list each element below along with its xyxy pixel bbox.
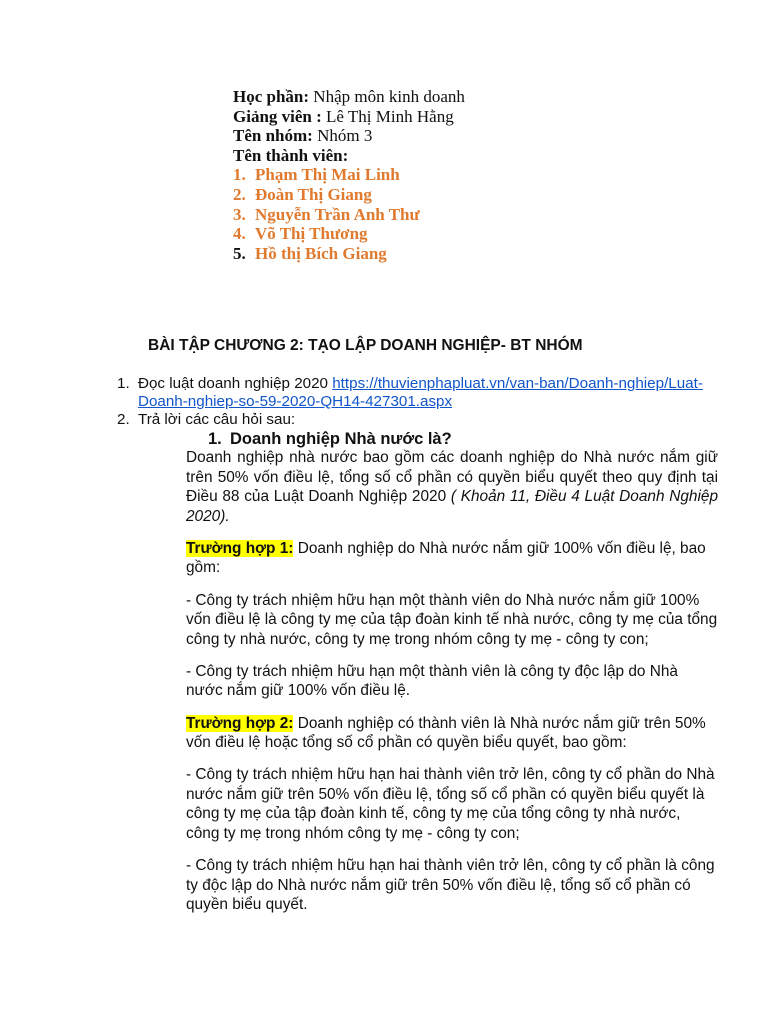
case2-label: Trường hợp 2:	[186, 714, 294, 732]
member-item	[233, 185, 465, 205]
lecturer-row	[233, 107, 465, 127]
assignment-title: BÀI TẬP CHƯƠNG 2: TẠO LẬP DOANH NGHIỆP- BT NHÓM	[148, 337, 583, 354]
definition-paragraph	[186, 448, 718, 526]
question-heading	[208, 430, 452, 449]
task-text: Đọc luật doanh nghiệp 2020	[138, 375, 333, 392]
member-item	[233, 165, 465, 185]
members-label: Tên thành viên:	[233, 145, 349, 165]
group-label: Tên nhóm:	[233, 126, 313, 146]
group-row	[233, 126, 465, 146]
members-label-row	[233, 146, 465, 166]
member-name: Hồ thị Bích Giang	[255, 243, 387, 263]
course-row	[233, 87, 465, 107]
case2-paragraph	[186, 714, 718, 753]
member-number: 4.	[233, 224, 246, 244]
definition-citation: ( Khoản 11, Điều 4 Luật Doanh Nghiệp 2020).	[186, 488, 719, 525]
course-value: Nhập môn kinh doanh	[313, 87, 465, 106]
member-list	[233, 165, 465, 263]
task-list	[117, 375, 727, 429]
question-number: 1.	[208, 430, 222, 448]
question-text: Doanh nghiệp Nhà nước là?	[230, 430, 452, 448]
answer-body	[186, 448, 718, 915]
member-item	[233, 244, 465, 264]
group-value: Nhóm 3	[317, 126, 373, 146]
case2-text: Doanh nghiệp có thành viên là Nhà nước nắm giữ trên 50% vốn điều lệ hoặc tổng số cổ phần có quyền biểu quyết, bao gồm:	[186, 714, 706, 752]
case1-paragraph	[186, 539, 718, 578]
case2-item: - Công ty trách nhiệm hữu hạn hai thành viên trở lên, công ty cổ phần do Nhà nước nắm giữ trên 50% vốn điều lệ, tổng số cổ phần có quyền biểu quyết là công ty mẹ của tập đoàn kinh tế, công ty mẹ của tổng công ty nhà nước, công ty mẹ trong nhóm công ty mẹ - công ty con;	[186, 766, 715, 842]
member-number: 3.	[233, 204, 246, 224]
task-item	[117, 375, 727, 411]
lecturer-label: Giảng viên :	[233, 106, 322, 126]
member-item	[233, 224, 465, 244]
task-item	[117, 411, 727, 429]
case1-label: Trường hợp 1:	[186, 539, 294, 557]
member-name: Nguyễn Trần Anh Thư	[255, 204, 420, 224]
member-name: Võ Thị Thương	[255, 224, 368, 244]
member-item	[233, 205, 465, 225]
member-name: Phạm Thị Mai Linh	[255, 165, 400, 185]
case1-item: - Công ty trách nhiệm hữu hạn một thành viên là công ty độc lập do Nhà nước nắm giữ 100% vốn điều lệ.	[186, 662, 678, 700]
member-name: Đoàn Thị Giang	[255, 184, 372, 204]
definition-text: Doanh nghiệp nhà nước bao gồm các doanh nghiệp do Nhà nước nắm giữ trên 50% vốn điều lệ, tổng số cổ phần có quyền biểu quyết theo quy định tại Điều 88 của Luật Doanh Nghiệp 2020	[186, 449, 718, 506]
task-text: Trả lời các câu hỏi sau:	[138, 411, 296, 428]
header-info	[233, 87, 465, 263]
task-number: 1.	[117, 375, 130, 392]
law-link[interactable]: https://thuvienphapluat.vn/van-ban/Doanh-nghiep/Luat-Doanh-nghiep-so-59-2020-QH14-427301.aspx	[138, 375, 703, 410]
course-label: Học phần:	[233, 87, 310, 106]
lecturer-value: Lê Thị Minh Hằng	[326, 106, 454, 126]
case1-text: Doanh nghiệp do Nhà nước nắm giữ 100% vốn điều lệ, bao gồm:	[186, 539, 706, 577]
member-number: 2.	[233, 184, 246, 204]
case2-item: - Công ty trách nhiệm hữu hạn hai thành viên trở lên, công ty cổ phần là công ty độc lập do Nhà nước nắm giữ trên 50% vốn điều lệ, tổng số cổ phần có quyền biểu quyết.	[186, 857, 715, 914]
case1-item: - Công ty trách nhiệm hữu hạn một thành viên do Nhà nước nắm giữ 100% vốn điều lệ là công ty mẹ của tập đoàn kinh tế nhà nước, công ty mẹ của tổng công ty nhà nước, công ty mẹ trong nhóm công ty mẹ - công ty con;	[186, 591, 718, 648]
member-number: 1.	[233, 165, 246, 185]
task-number: 2.	[117, 411, 130, 428]
member-number: 5.	[233, 243, 246, 263]
